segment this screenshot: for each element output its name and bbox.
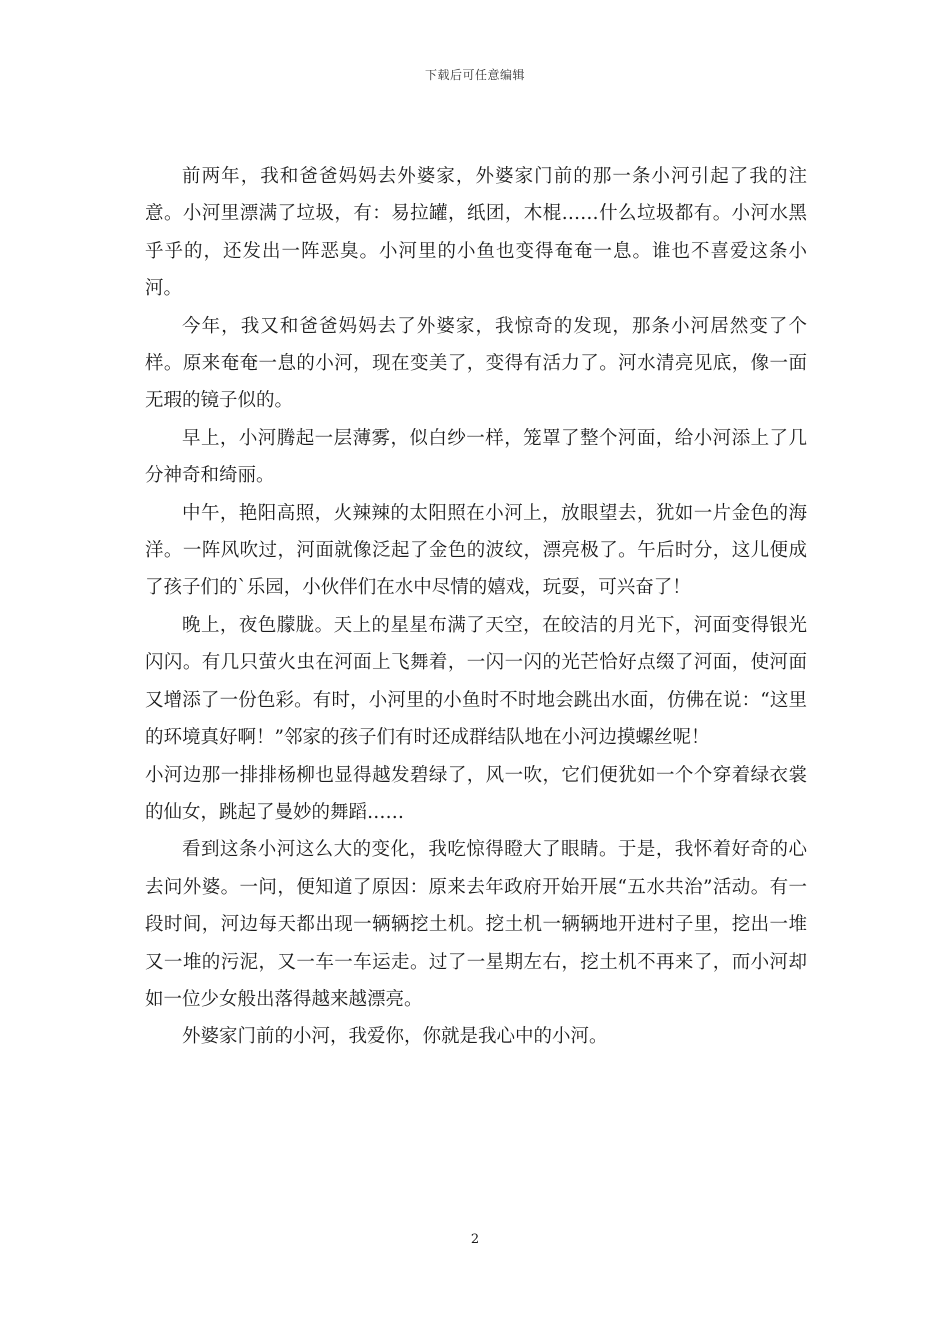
paragraph-6: 小河边那一排排杨柳也显得越发碧绿了，风一吹，它们便犹如一个个穿着绿衣裳的仙女，跳起了曼妙的舞蹈…… bbox=[145, 764, 807, 823]
page-number: 2 bbox=[470, 1232, 480, 1247]
page-header: 下载后可任意编辑 bbox=[424, 68, 525, 82]
paragraph-1: 前两年，我和爸爸妈妈去外婆家，外婆家门前的那一条小河引起了我的注意。小河里漂满了垃圾，有：易拉罐，纸团，木棍……什么垃圾都有。小河水黑乎乎的，还发出一阵恶臭。小河里的小鱼也变得奄奄一息。谁也不喜爱这条小河。 bbox=[145, 166, 807, 300]
essay-body bbox=[145, 158, 807, 1056]
paragraph-8: 外婆家门前的小河，我爱你，你就是我心中的小河。 bbox=[182, 1026, 608, 1048]
paragraph-3: 早上，小河腾起一层薄雾，似白纱一样，笼罩了整个河面，给小河添上了几分神奇和绮丽。 bbox=[145, 427, 807, 487]
paragraph-2: 今年，我又和爸爸妈妈去了外婆家，我惊奇的发现，那条小河居然变了个样。原来奄奄一息的小河，现在变美了，变得有活力了。河水清亮见底，像一面无瑕的镜子似的。 bbox=[145, 315, 807, 412]
paragraph-5: 晚上，夜色朦胧。天上的星星布满了天空，在皎洁的月光下，河面变得银光闪闪。有几只萤火虫在河面上飞舞着，一闪一闪的光芒恰好点缀了河面，使河面又增添了一份色彩。有时，小河里的小鱼时不时地会跳出水面，仿佛在说：“这里的环境真好啊！”邻家的孩子们有时还成群结队地在小河边摸螺丝呢！ bbox=[145, 614, 807, 749]
paragraph-7: 看到这条小河这么大的变化，我吃惊得瞪大了眼睛。于是，我怀着好奇的心去问外婆。一问，便知道了原因：原来去年政府开始开展“五水共治”活动。有一段时间，河边每天都出现一辆辆挖土机。挖土机一辆辆地开进村子里，挖出一堆又一堆的污泥，又一车一车运走。过了一星期左右，挖土机不再来了，而小河却如一位少女般出落得越来越漂亮。 bbox=[145, 839, 807, 1010]
paragraph-4: 中午，艳阳高照，火辣辣的太阳照在小河上，放眼望去，犹如一片金色的海洋。一阵风吹过，河面就像泛起了金色的波纹，漂亮极了。午后时分，这儿便成了孩子们的`乐园，小伙伴们在水中尽情的嬉戏，玩耍，可兴奋了！ bbox=[145, 502, 807, 599]
